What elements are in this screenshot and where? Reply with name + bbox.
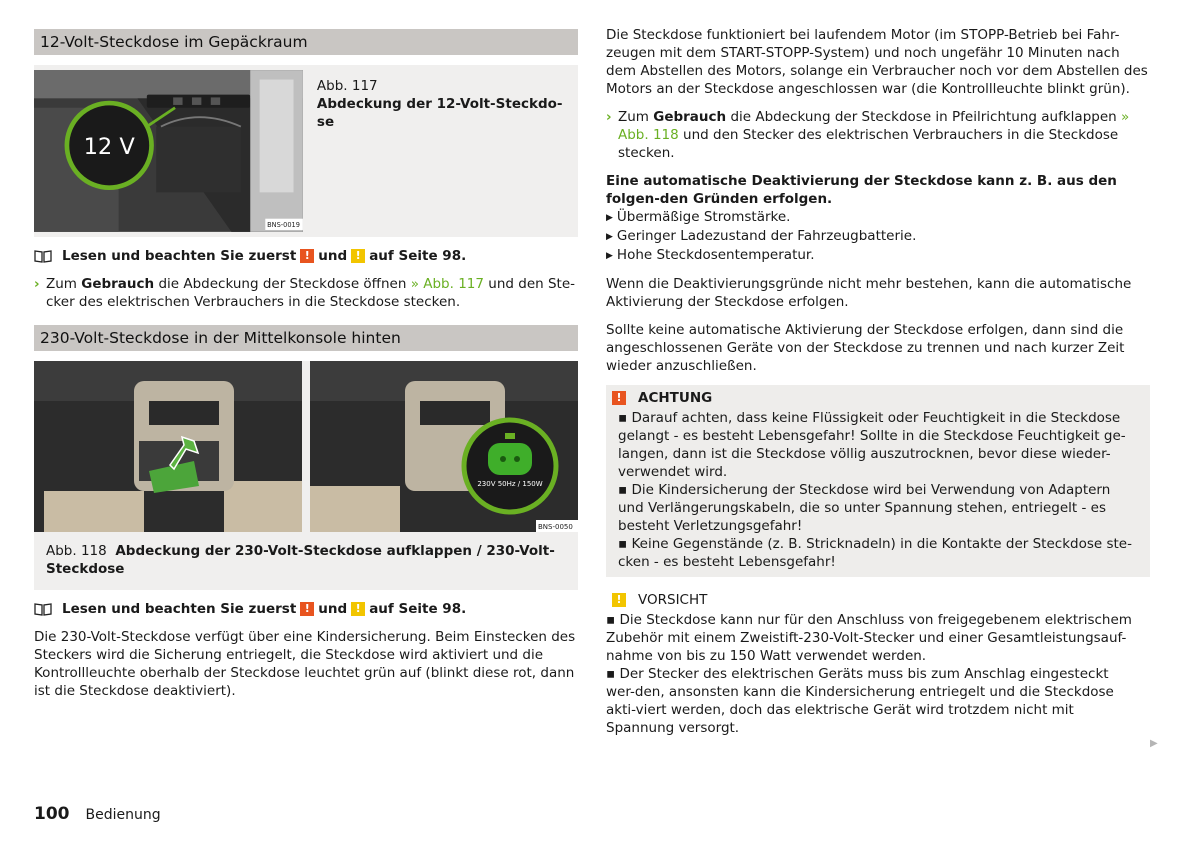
deactivation-reasons: [606, 208, 1150, 265]
figure-117-image: [34, 65, 303, 237]
left-column: [34, 29, 578, 700]
warning-box: [606, 385, 1150, 577]
deactivation-intro: Eine automatische Deaktivierung der Steckdose kann z. B. aus den folgen-den Gründen erfolgen.: [606, 173, 1117, 207]
figure-118-title: Abdeckung der 230-Volt-Steckdose aufklappen / 230-Volt-Steckdose: [46, 543, 555, 577]
caution-title: VORSICHT: [638, 592, 708, 608]
figure-118-number: Abb. 118: [46, 543, 107, 559]
page-number: 100: [34, 804, 70, 824]
step-arrow-icon: ›: [34, 276, 40, 292]
figure-118-image-left: [34, 361, 302, 532]
open-book-icon: [34, 602, 52, 616]
list-item: ▶ Geringer Ladezustand der Fahrzeugbatterie.: [606, 227, 1150, 246]
link-abb-117[interactable]: » Abb. 117: [410, 276, 484, 292]
list-item: ▶ Übermäßige Stromstärke.: [606, 208, 1150, 227]
warning-icon: !: [300, 602, 314, 616]
figure-117: [34, 65, 578, 237]
figure-118-caption: [34, 532, 578, 590]
read-mid: und: [318, 601, 348, 617]
caution-icon: !: [612, 593, 626, 607]
read-link[interactable]: auf Seite 98.: [369, 248, 467, 264]
caution-icon: !: [351, 602, 365, 616]
figure-117-code: BNS-0019: [267, 221, 300, 230]
figure-118-code: BNS-0050: [538, 523, 573, 531]
list-item: ▶ Hohe Steckdosentemperatur.: [606, 246, 1150, 265]
read-link[interactable]: auf Seite 98.: [369, 601, 467, 617]
read-notice-2: [34, 600, 578, 618]
warning-item: ▪ Die Kindersicherung der Steckdose wird bei Verwendung von Adaptern und Verlängerungskabeln, die so unter Spannung stehen, entriegelt - es besteht Verletzungsgefahr!: [618, 482, 1111, 534]
figure-117-number: Abb. 117: [316, 78, 378, 94]
paragraph-reactivation: Wenn die Deaktivierungsgründe nicht mehr bestehen, kann die automatische Aktivierung der Steckdose erfolgen.: [606, 276, 1132, 310]
right-column: [606, 26, 1150, 737]
socket-label: 230V 50Hz / 150W: [477, 480, 543, 488]
figure-118-image-right: [310, 361, 578, 532]
caution-icon: !: [351, 249, 365, 263]
warning-icon: !: [612, 391, 626, 405]
figure-117-caption: [303, 65, 578, 237]
warning-title: ACHTUNG: [638, 390, 713, 406]
section-name: Bedienung: [85, 807, 161, 823]
instruction-step-12v: › Zum Gebrauch die Abdeckung der Steckdose öffnen » Abb. 117 und den Ste-cker des elektrischen Verbrauchers in die Steckdose stecken.: [34, 276, 576, 310]
section-title-12v: 12-Volt-Steckdose im Gepäckraum: [34, 29, 578, 55]
read-notice-1: [34, 247, 578, 265]
paragraph-operation: Die Steckdose funktioniert bei laufendem Motor (im STOPP-Betrieb bei Fahr-zeugen mit dem START-STOPP-System) und noch ungefähr 10 Minuten nach dem Abstellen des Motors, solange ein Verbraucher noch vor dem Abstellen des Motors an der Steckdose angeschlossen war (die Kontrollleuchte blinkt grün).: [606, 27, 1148, 97]
badge-12v: 12 V: [83, 133, 135, 160]
paragraph-child-lock: Die 230-Volt-Steckdose verfügt über eine Kindersicherung. Beim Einstecken des Steckers wird die Sicherung entriegelt, die Steckdose wird aktiviert und die Kontrollleuchte oberhalb der Steckdose leuchtet grün auf (blinkt diese rot, dann ist die Steckdose deaktiviert).: [34, 629, 576, 699]
step-arrow-icon: ›: [606, 109, 612, 125]
read-mid: und: [318, 248, 348, 264]
caution-item: ▪ Der Stecker des elektrischen Geräts muss bis zum Anschlag eingesteckt wer-den, ansonsten kann die Kindersicherung entriegelt und die Steckdose akti-viert werden, doch das elektrische Gerät wird trotzdem nicht mit Spannung versorgt.: [606, 666, 1114, 736]
read-prefix: Lesen und beachten Sie zuerst: [62, 248, 297, 264]
paragraph-reconnect: Sollte keine automatische Aktivierung der Steckdose erfolgen, dann sind die angeschlossenen Geräte von der Steckdose zu trennen und nach kurzer Zeit wieder anzuschließen.: [606, 322, 1125, 374]
section-title-230v: 230-Volt-Steckdose in der Mittelkonsole hinten: [34, 325, 578, 351]
caution-item: ▪ Die Steckdose kann nur für den Anschluss von freigegebenem elektrischem Zubehör mit einem Zweistift-230-Volt-Stecker und einer Gesamtleistungsauf-nahme von bis zu 150 Watt verwendet werden.: [606, 612, 1132, 664]
figure-118: [34, 361, 578, 590]
read-prefix: Lesen und beachten Sie zuerst: [62, 601, 297, 617]
figure-117-title: Abdeckung der 12-Volt-Steckdo-se: [316, 96, 563, 130]
continue-arrow-icon: ▶: [1150, 738, 1158, 749]
open-book-icon: [34, 249, 52, 263]
page-footer: [34, 804, 161, 824]
warning-item: ▪ Keine Gegenstände (z. B. Stricknadeln) in die Kontakte der Steckdose ste-cken - es besteht Lebensgefahr!: [618, 536, 1132, 570]
warning-icon: !: [300, 249, 314, 263]
instruction-step-230v: › Zum Gebrauch die Abdeckung der Steckdose in Pfeilrichtung aufklappen » Abb. 118 und den Stecker des elektrischen Verbrauchers in die Steckdose stecken.: [606, 109, 1130, 161]
warning-item: ▪ Darauf achten, dass keine Flüssigkeit oder Feuchtigkeit in die Steckdose gelangt - es besteht Lebensgefahr! Sollte in die Steckdose Feuchtigkeit ge-langen, dann ist die Steckdose völlig auszutrocknen, bevor diese wieder-verwendet wird.: [618, 410, 1126, 480]
link-abb-118[interactable]: » Abb. 118: [618, 109, 1130, 143]
caution-box: [606, 589, 1150, 737]
